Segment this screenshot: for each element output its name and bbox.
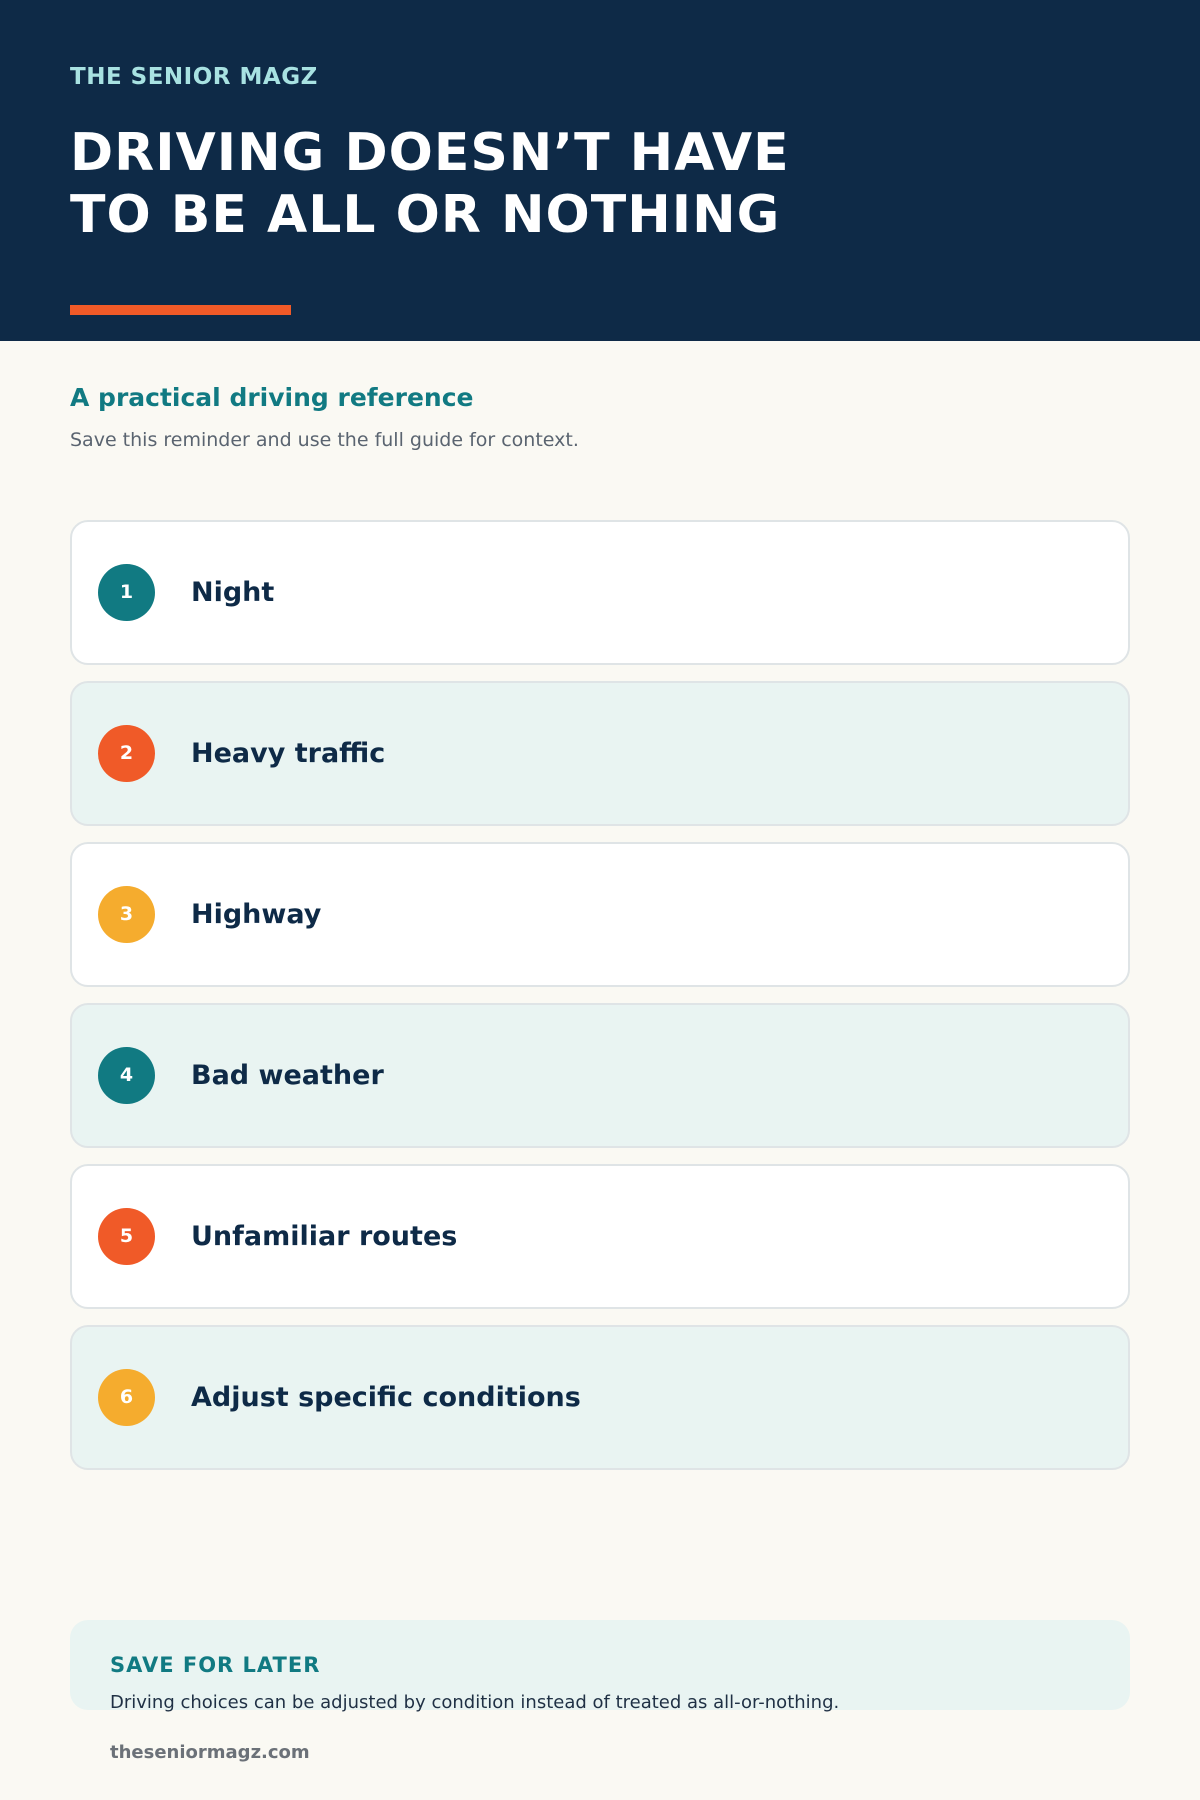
condition-label-3: Highway bbox=[191, 899, 322, 930]
condition-label-4: Bad weather bbox=[191, 1060, 384, 1091]
page-title-line-1: DRIVING DOESN’T HAVE bbox=[70, 123, 790, 183]
section-description: Save this reminder and use the full guide for context. bbox=[70, 429, 579, 451]
number-badge-3: 3 bbox=[98, 886, 155, 943]
condition-card-4 bbox=[70, 1003, 1130, 1148]
section-title: A practical driving reference bbox=[70, 383, 474, 412]
footer-description: Driving choices can be adjusted by condition instead of treated as all-or-nothing. bbox=[110, 1692, 840, 1713]
page-title bbox=[70, 122, 970, 246]
brand-name: THE SENIOR MAGZ bbox=[70, 64, 318, 90]
footer-title: SAVE FOR LATER bbox=[110, 1653, 321, 1677]
condition-label-6: Adjust specific conditions bbox=[191, 1382, 581, 1413]
condition-label-1: Night bbox=[191, 577, 275, 608]
number-badge-5: 5 bbox=[98, 1208, 155, 1265]
website-url: theseniormagz.com bbox=[110, 1742, 310, 1763]
number-badge-2: 2 bbox=[98, 725, 155, 782]
condition-card-1 bbox=[70, 520, 1130, 665]
number-badge-4: 4 bbox=[98, 1047, 155, 1104]
number-badge-6: 6 bbox=[98, 1369, 155, 1426]
condition-card-6 bbox=[70, 1325, 1130, 1470]
condition-label-2: Heavy traffic bbox=[191, 738, 386, 769]
page-title-line-2: TO BE ALL OR NOTHING bbox=[70, 185, 781, 245]
number-badge-1: 1 bbox=[98, 564, 155, 621]
condition-list bbox=[70, 520, 1130, 1486]
accent-divider bbox=[70, 305, 291, 315]
condition-card-5 bbox=[70, 1164, 1130, 1309]
condition-card-2 bbox=[70, 681, 1130, 826]
condition-label-5: Unfamiliar routes bbox=[191, 1221, 458, 1252]
condition-card-3 bbox=[70, 842, 1130, 987]
header-banner bbox=[0, 0, 1200, 341]
